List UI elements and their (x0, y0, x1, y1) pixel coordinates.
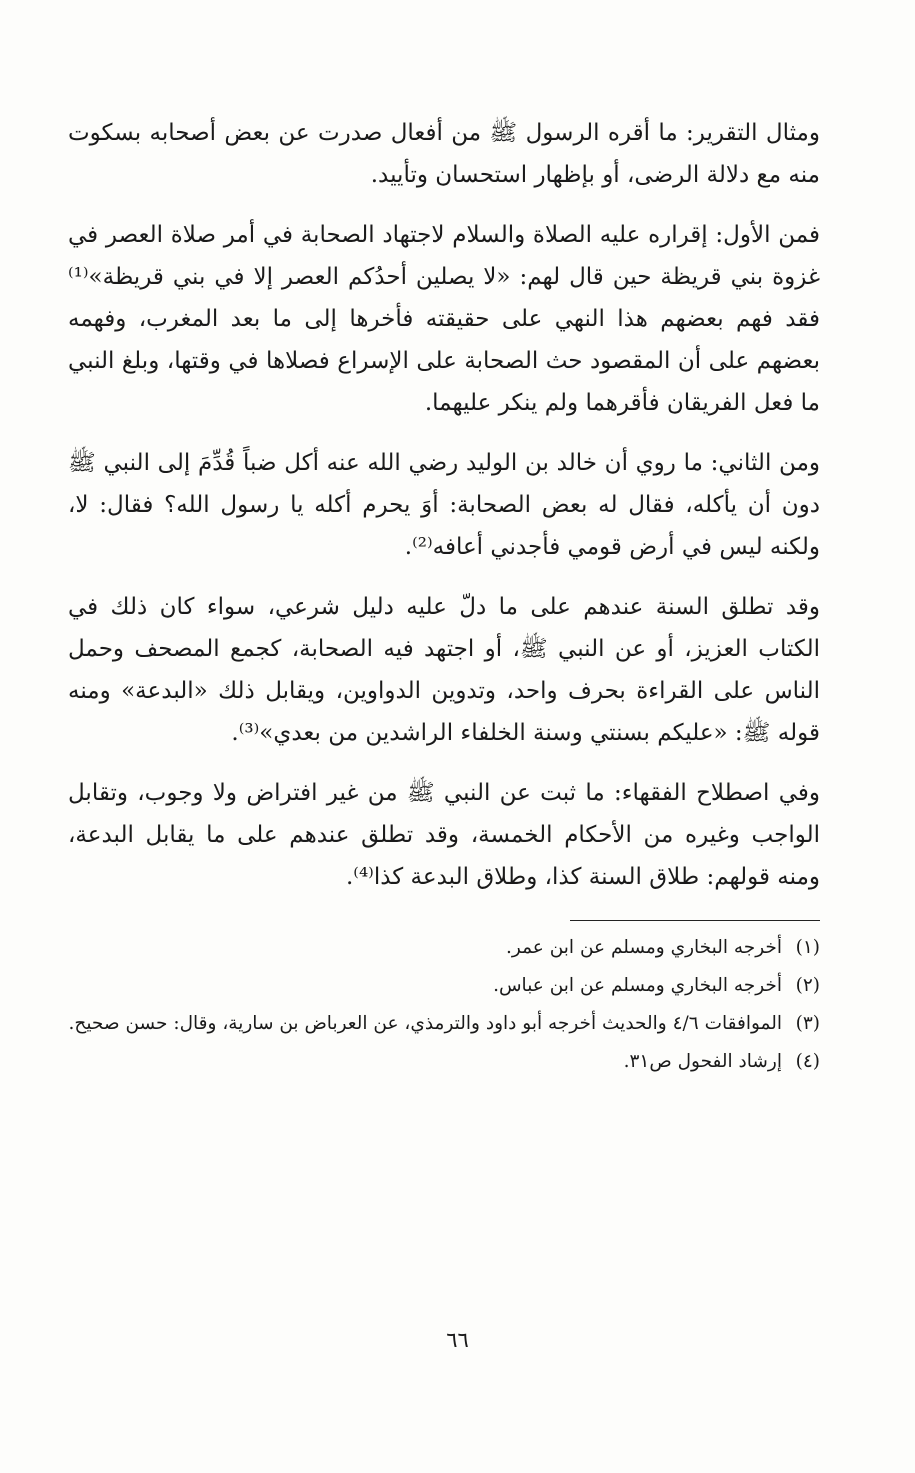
footnote-item (68, 969, 820, 1002)
footnote-number: (٤) (795, 1051, 820, 1072)
footnote-text: أخرجه البخاري ومسلم عن ابن عمر. (506, 937, 782, 958)
paragraph-fuqaha-definition: وفي اصطلاح الفقهاء: ما ثبت عن النبي ﷺ من غير افتراض ولا وجوب، وتقابل الواجب وغيره من الأحكام الخمسة، وقد تطلق عندهم على ما يقابل البدعة، ومنه قولهم: طلاق السنة كذا، وطلاق البدعة كذا⁽⁴⁾. (68, 780, 820, 890)
paragraph-first-type: فمن الأول: إقراره عليه الصلاة والسلام لاجتهاد الصحابة في أمر صلاة العصر في غزوة بني قريظة حين قال لهم: «لا يصلين أحدُكم العصر إلا في بني قريظة»⁽¹⁾ فقد فهم بعضهم هذا النهي على حقيقته فأخرها إلى ما بعد المغرب، وفهمه بعضهم على أن المقصود حث الصحابة على الإسراع فصلاها في وقتها، وبلغ النبي ما فعل الفريقان فأقرهما ولم ينكر عليهما. (68, 222, 820, 416)
footnote-number: (٣) (795, 1013, 820, 1034)
footnote-number: (٢) (795, 975, 820, 996)
footnotes (68, 931, 820, 1078)
footnote-text: إرشاد الفحول ص٣١. (623, 1051, 782, 1072)
footnote-text: أخرجه البخاري ومسلم عن ابن عباس. (493, 975, 782, 996)
paragraph-second-type: ومن الثاني: ما روي أن خالد بن الوليد رضي الله عنه أكل ضباً قُدِّمَ إلى النبي ﷺ دون أن يأكله، فقال له بعض الصحابة: أوَ يحرم أكله يا رسول الله؟ فقال: لا، ولكنه ليس في أرض قومي فأجدني أعافه⁽²⁾. (68, 450, 820, 560)
page-body (68, 112, 820, 1083)
footnote-item (68, 1045, 820, 1078)
footnote-divider (570, 920, 820, 921)
footnote-item (68, 1007, 820, 1040)
footnote-number: (١) (795, 937, 820, 958)
footnote-item (68, 931, 820, 964)
footnote-text: الموافقات ٤/٦ والحديث أخرجه أبو داود والترمذي، عن العرباض بن سارية، وقال: حسن صحيح. (68, 1013, 782, 1034)
paragraph-taqrir-example: ومثال التقرير: ما أقره الرسول ﷺ من أفعال صدرت عن بعض أصحابه بسكوت منه مع دلالة الرضى، أو بإظهار استحسان وتأييد. (68, 120, 820, 188)
page-number: ٦٦ (446, 1328, 469, 1352)
paragraph-sunnah-usage: وقد تطلق السنة عندهم على ما دلّ عليه دليل شرعي، سواء كان ذلك في الكتاب العزيز، أو عن النبي ﷺ، أو اجتهد فيه الصحابة، كجمع المصحف وحمل الناس على القراءة بحرف واحد، وتدوين الدواوين، ويقابل ذلك «البدعة» ومنه قوله ﷺ: «عليكم بسنتي وسنة الخلفاء الراشدين من بعدي»⁽³⁾. (68, 594, 820, 746)
